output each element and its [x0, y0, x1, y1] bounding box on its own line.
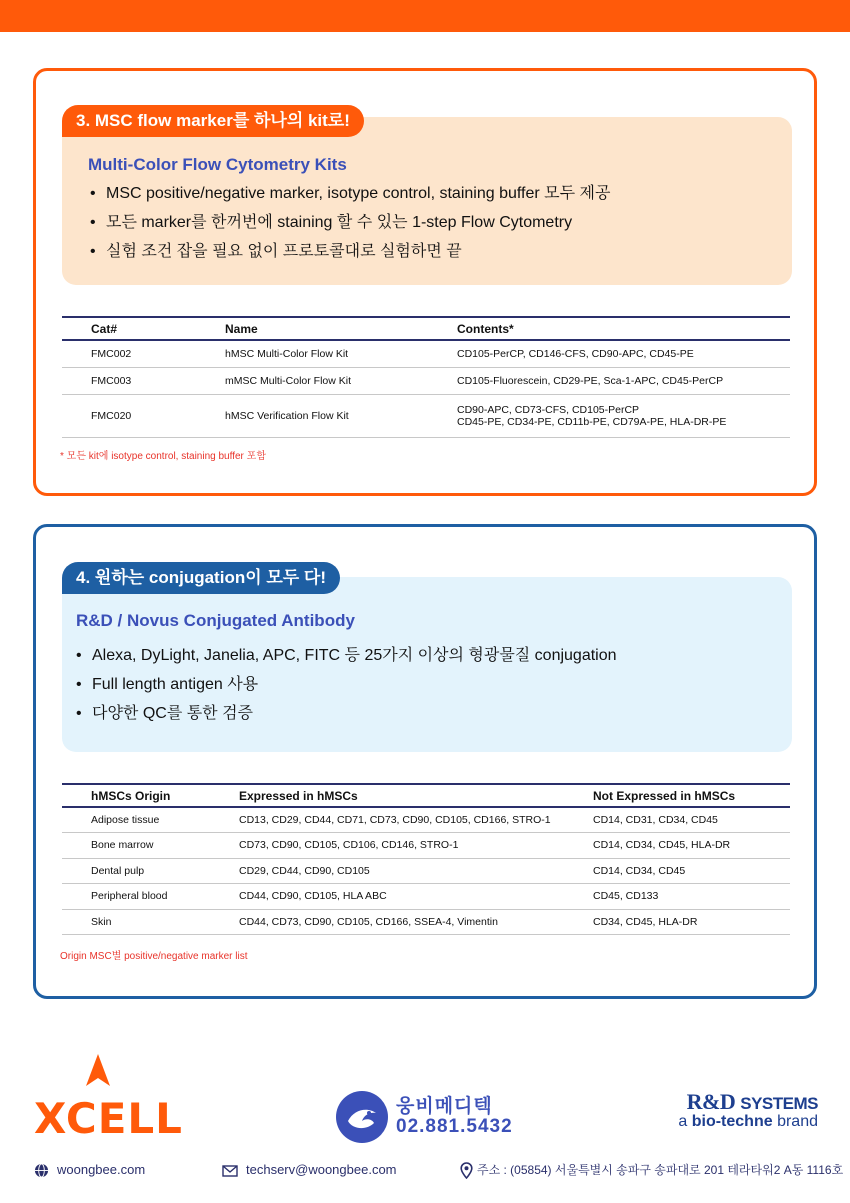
contents-cell: [457, 394, 790, 437]
origin-cell: Bone marrow: [62, 833, 239, 859]
xcell-logo: [34, 1052, 183, 1143]
email-contact[interactable]: [222, 1159, 397, 1181]
xcell-wordmark: XCELL: [34, 1094, 183, 1143]
name-cell: hMSC Multi-Color Flow Kit: [225, 340, 457, 367]
column-header-contents: Contents*: [457, 317, 790, 340]
bullet-icon: •: [76, 647, 82, 664]
table-row: [62, 367, 790, 394]
list-item: • 실험 조건 잡을 필요 없이 프로토콜대로 실험하면 끝: [88, 237, 610, 266]
section-4-footnote: Origin MSC별 positive/negative marker list: [60, 951, 248, 962]
contents-cell: CD105-PerCP, CD146-CFS, CD90-APC, CD45-PE: [457, 340, 790, 367]
expressed-cell: CD13, CD29, CD44, CD71, CD73, CD90, CD105, CD166, STRO-1: [239, 807, 593, 833]
section-4-subtitle: R&D / Novus Conjugated Antibody: [76, 611, 355, 630]
cat-cell: FMC020: [62, 394, 225, 437]
not-expressed-cell: CD34, CD45, HLA-DR: [593, 909, 790, 935]
section-3-card: [33, 68, 817, 496]
list-item: • 모든 marker를 한꺼번에 staining 할 수 있는 1-step Flow Cytometry: [88, 208, 610, 237]
origin-cell: Peripheral blood: [62, 884, 239, 910]
table-row: [62, 909, 790, 935]
location-pin-icon: [460, 1162, 473, 1179]
bullet-icon: •: [90, 243, 96, 260]
expressed-cell: CD44, CD90, CD105, HLA ABC: [239, 884, 593, 910]
not-expressed-cell: CD14, CD31, CD34, CD45: [593, 807, 790, 833]
table-row: [62, 340, 790, 367]
table-row: [62, 807, 790, 833]
woongbee-logo: [336, 1089, 526, 1145]
table-header-row: [62, 317, 790, 340]
rnd-mark: R&D: [686, 1089, 736, 1114]
woongbee-phone: 02.881.5432: [396, 1116, 513, 1137]
column-header-cat: Cat#: [62, 317, 225, 340]
section-3-footnote: * 모든 kit에 isotype control, staining buffer 포함: [60, 451, 266, 462]
website-link[interactable]: woongbee.com: [57, 1162, 146, 1177]
not-expressed-cell: CD14, CD34, CD45, HLA-DR: [593, 833, 790, 859]
hmsc-marker-table: [62, 783, 790, 935]
section-3-heading: 3. MSC flow marker를 하나의 kit로!: [62, 105, 364, 137]
rnd-systems-logo: R&D SYSTEMS a bio-techne brand: [678, 1089, 818, 1130]
table-row: [62, 833, 790, 859]
list-item: • MSC positive/negative marker, isotype control, staining buffer 모두 제공: [88, 179, 610, 208]
section-4-heading: 4. 원하는 conjugation이 모두 다!: [62, 562, 340, 594]
table-row: [62, 394, 790, 437]
xcell-flame-icon: [34, 1052, 164, 1097]
expressed-cell: CD29, CD44, CD90, CD105: [239, 858, 593, 884]
bullet-icon: •: [76, 676, 82, 693]
globe-icon: [34, 1163, 49, 1178]
contents-line: CD45-PE, CD34-PE, CD11b-PE, CD79A-PE, HLA-DR-PE: [457, 415, 727, 428]
origin-cell: Adipose tissue: [62, 807, 239, 833]
expressed-cell: CD73, CD90, CD105, CD106, CD146, STRO-1: [239, 833, 593, 859]
mail-icon: [222, 1164, 238, 1177]
not-expressed-cell: CD14, CD34, CD45: [593, 858, 790, 884]
name-cell: hMSC Verification Flow Kit: [225, 394, 457, 437]
origin-cell: Dental pulp: [62, 858, 239, 884]
address-text: 주소 : (05854) 서울특별시 송파구 송파대로 201 테라타워2 A동 1116호: [477, 1163, 844, 1177]
cat-cell: FMC003: [62, 367, 225, 394]
table-header-row: [62, 784, 790, 807]
not-expressed-cell: CD45, CD133: [593, 884, 790, 910]
woongbee-name: 웅비메디텍: [396, 1096, 493, 1117]
name-cell: mMSC Multi-Color Flow Kit: [225, 367, 457, 394]
bullet-icon: •: [90, 185, 96, 202]
flow-kit-table: [62, 316, 790, 438]
column-header-name: Name: [225, 317, 457, 340]
list-item: • Alexa, DyLight, Janelia, APC, FITC 등 25가지 이상의 형광물질 conjugation: [74, 641, 617, 670]
section-3-subtitle: Multi-Color Flow Cytometry Kits: [88, 155, 347, 174]
bullet-icon: •: [76, 705, 82, 722]
woongbee-emblem-icon: [336, 1091, 388, 1143]
table-row: [62, 884, 790, 910]
list-item: • Full length antigen 사용: [74, 670, 617, 699]
contents-line: CD90-APC, CD73-CFS, CD105-PerCP: [457, 403, 640, 416]
section-3-bullet-list: [88, 179, 610, 266]
email-link[interactable]: techserv@woongbee.com: [246, 1162, 397, 1177]
rnd-systems-text: SYSTEMS: [740, 1094, 818, 1113]
cat-cell: FMC002: [62, 340, 225, 367]
address-contact: [460, 1159, 843, 1181]
biotechne-text: bio-techne: [691, 1113, 773, 1130]
website-contact[interactable]: [34, 1159, 145, 1181]
column-header-expressed: Expressed in hMSCs: [239, 784, 593, 807]
section-4-bullet-list: [74, 641, 617, 728]
table-row: [62, 858, 790, 884]
column-header-origin: hMSCs Origin: [62, 784, 239, 807]
origin-cell: Skin: [62, 909, 239, 935]
top-color-bar: [0, 0, 850, 32]
contents-cell: CD105-Fluorescein, CD29-PE, Sca-1-APC, CD45-PerCP: [457, 367, 790, 394]
section-4-card: [33, 524, 817, 999]
expressed-cell: CD44, CD73, CD90, CD105, CD166, SSEA-4, Vimentin: [239, 909, 593, 935]
column-header-not-expressed: Not Expressed in hMSCs: [593, 784, 790, 807]
list-item: • 다양한 QC를 통한 검증: [74, 699, 617, 728]
bullet-icon: •: [90, 214, 96, 231]
